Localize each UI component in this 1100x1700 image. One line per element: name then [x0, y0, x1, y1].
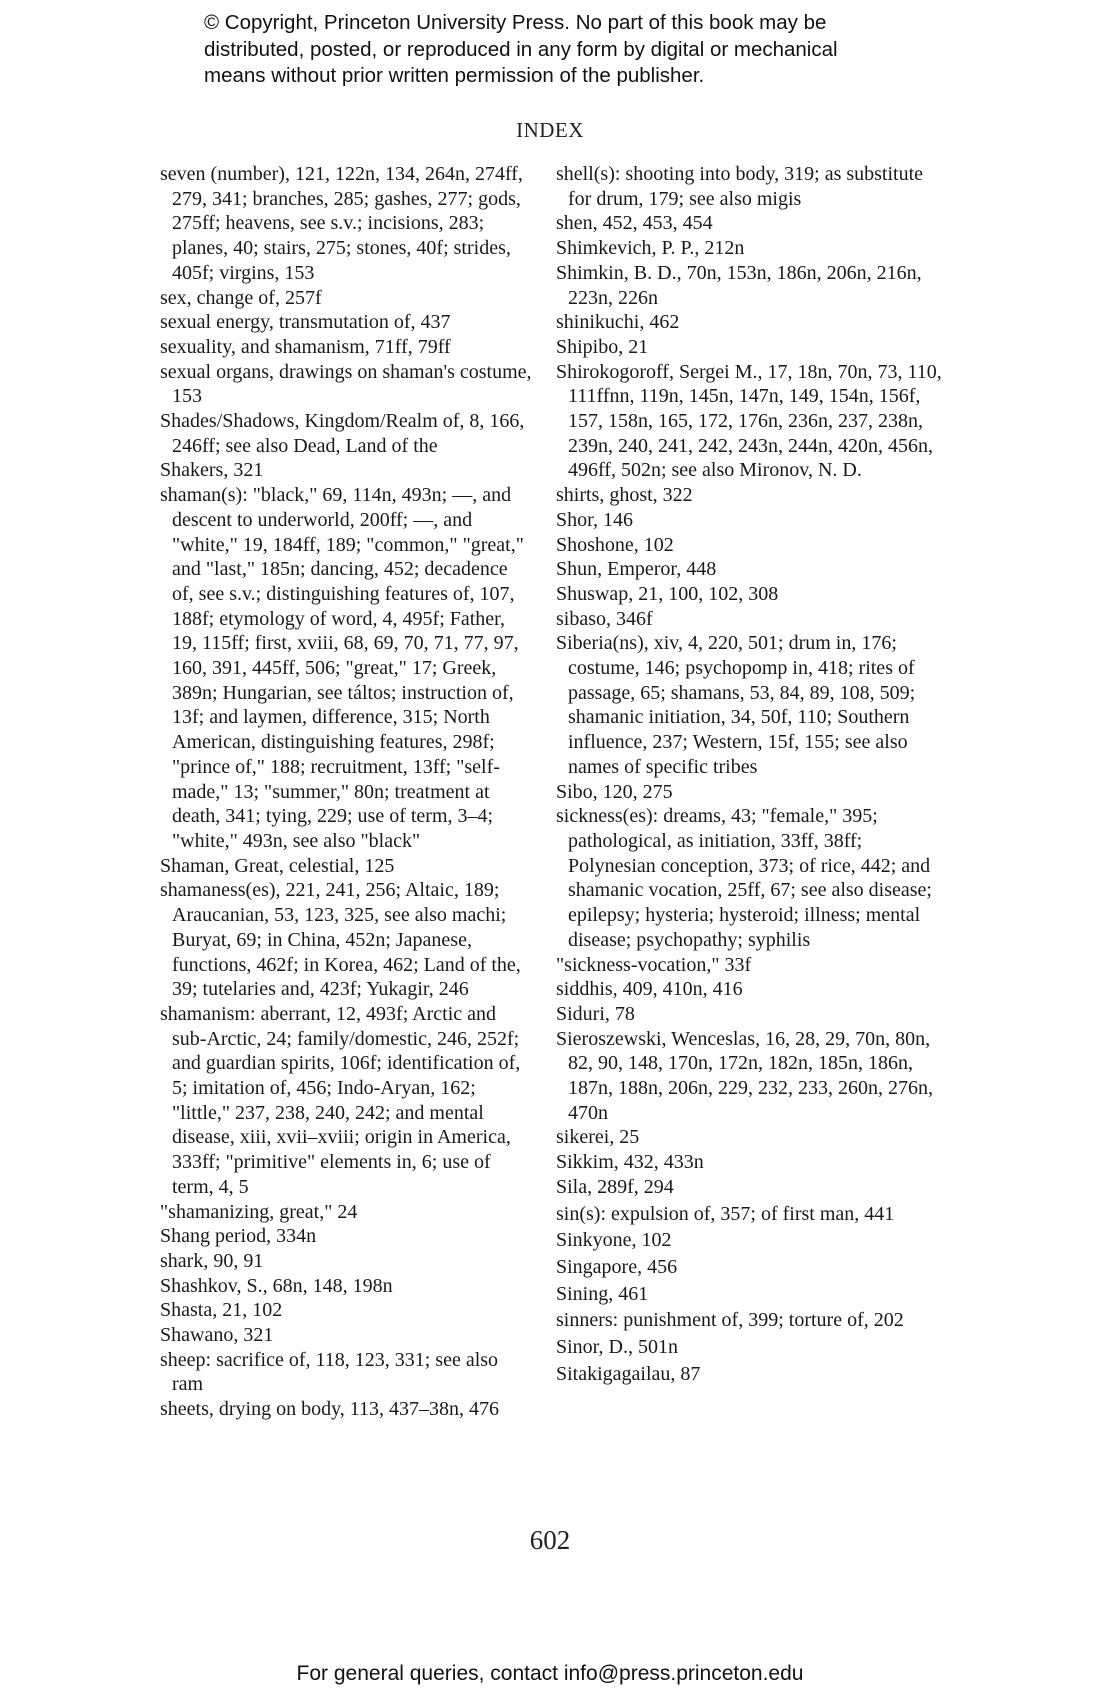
index-entry: Shirokogoroff, Sergei M., 17, 18n, 70n, 73, 110, 111ffnn, 119n, 145n, 147n, 149, 154n, 156f, 157, 158n, 165, 172, 176n, 236n, 237, 238n, 239n, 240, 241, 242, 243n, 244n, 420n, 456n, 496ff, 502n; see also Mironov, N. D.: [556, 360, 942, 482]
index-entry: Sikkim, 432, 433n: [556, 1151, 704, 1174]
running-head: INDEX: [516, 118, 584, 142]
index-entry: sibaso, 346f: [556, 607, 653, 630]
index-entry: Sinkyone, 102: [556, 1229, 672, 1252]
index-entry: Shakers, 321: [160, 459, 264, 482]
index-entry: Shashkov, S., 68n, 148, 198n: [160, 1274, 393, 1297]
index-entry: shamanism: aberrant, 12, 493f; Arctic and sub-Arctic, 24; family/domestic, 246, 252f; and guardian spirits, 106f; identification of, 5; imitation of, 456; Indo-Aryan, 162; "little," 237, 238, 240, 242; and mental disease, xiii, xvii–xviii; origin in America, 333ff; "primitive" elements in, 6; use of term, 4, 5: [160, 1002, 521, 1198]
index-entry: sheets, drying on body, 113, 437–38n, 476: [160, 1398, 500, 1421]
copyright-line: © Copyright, Princeton University Press. No part of this book may be: [204, 11, 827, 34]
index-entry: Shor, 146: [556, 508, 633, 531]
copyright-line: distributed, posted, or reproduced in any form by digital or mechanical: [204, 37, 838, 61]
index-entry: Sitakigagailau, 87: [556, 1362, 701, 1385]
index-entry: Sibo, 120, 275: [556, 780, 673, 803]
contact-footer: For general queries, contact info@press.princeton.edu: [296, 1662, 804, 1685]
index-entry: Shimkevich, P. P., 212n: [556, 237, 745, 260]
copyright-notice: [204, 10, 964, 90]
index-entry: shinikuchi, 462: [556, 311, 680, 334]
copyright-line: means without prior written permission of the publisher.: [204, 64, 705, 87]
index-column-left: [160, 162, 532, 1422]
index-entry: seven (number), 121, 122n, 134, 264n, 274ff, 279, 341; branches, 285; gashes, 277; gods, 275ff; heavens, see s.v.; incisions, 283; planes, 40; stairs, 275; stones, 40f; strides, 405f; virgins, 153: [160, 163, 523, 284]
index-entry: sinners: punishment of, 399; torture of, 202: [556, 1309, 904, 1332]
page-number: 602: [529, 1525, 571, 1555]
index-entry: sexual organs, drawings on shaman's costume, 153: [160, 360, 532, 408]
index-entry: Shang period, 334n: [160, 1225, 317, 1248]
index-entry: "shamanizing, great," 24: [160, 1200, 358, 1223]
index-entry: Siduri, 78: [556, 1002, 635, 1025]
index-entry: sikerei, 25: [556, 1126, 640, 1149]
index-entry: Shimkin, B. D., 70n, 153n, 186n, 206n, 216n, 223n, 226n: [556, 261, 922, 309]
index-entry: shen, 452, 453, 454: [556, 212, 713, 235]
index-entry: Siberia(ns), xiv, 4, 220, 501; drum in, 176; costume, 146; psychopomp in, 418; rites of passage, 65; shamans, 53, 84, 89, 108, 509; shamanic initiation, 34, 50f, 110; Southern influence, 237; Western, 15f, 155; see also names of specific tribes: [556, 632, 916, 778]
index-entry: Shawano, 321: [160, 1324, 274, 1347]
index-entry: shell(s): shooting into body, 319; as substitute for drum, 179; see also migis: [556, 163, 924, 210]
index-entry: Shoshone, 102: [556, 533, 674, 556]
index-entry: Sila, 289f, 294: [556, 1175, 674, 1198]
index-entry: shamaness(es), 221, 241, 256; Altaic, 189; Araucanian, 53, 123, 325, see also machi; Buryat, 69; in China, 452n; Japanese, functions, 462f; in Korea, 462; Land of the, 39; tutelaries and, 423f; Yukagir, 246: [160, 879, 521, 1001]
index-entry: sin(s): expulsion of, 357; of first man, 441: [556, 1202, 895, 1225]
index-entry: shark, 90, 91: [160, 1249, 264, 1272]
index-entry: Sieroszewski, Wenceslas, 16, 28, 29, 70n, 80n, 82, 90, 148, 170n, 172n, 182n, 185n, 186n, 187n, 188n, 206n, 229, 232, 233, 260n, 276n, 470n: [556, 1027, 933, 1124]
index-entry: Shaman, Great, celestial, 125: [160, 854, 395, 877]
index-entry: Shuswap, 21, 100, 102, 308: [556, 582, 779, 605]
index-entry: sheep: sacrifice of, 118, 123, 331; see also ram: [160, 1348, 499, 1396]
index-column-right: [556, 162, 950, 1386]
index-entry: Sinor, D., 501n: [556, 1336, 678, 1359]
index-entry: Shades/Shadows, Kingdom/Realm of, 8, 166, 246ff; see also Dead, Land of the: [160, 410, 525, 457]
index-entry: "sickness-vocation," 33f: [556, 953, 752, 976]
index-entry: sexuality, and shamanism, 71ff, 79ff: [160, 335, 451, 358]
index-entry: Shasta, 21, 102: [160, 1299, 283, 1322]
index-entry: sexual energy, transmutation of, 437: [160, 311, 451, 334]
index-entry: Sining, 461: [556, 1282, 649, 1305]
index-entry: Singapore, 456: [556, 1255, 678, 1278]
index-entry: Shipibo, 21: [556, 335, 649, 358]
index-entry: shaman(s): "black," 69, 114n, 493n; —, and descent to underworld, 200ff; —, and "white," 19, 184ff, 189; "common," "great," and "last," 185n; dancing, 452; decadence of, see s.v.; distinguishing features of, 107, 188f; etymology of word, 4, 495f; Father, 19, 115ff; first, xviii, 68, 69, 70, 71, 77, 97, 160, 391, 445ff, 506; "great," 17; Greek, 389n; Hungarian, see táltos; instruction of, 13f; and laymen, difference, 315; North American, distinguishing features, 298f; "prince of," 188; recruitment, 13ff; "self-made," 13; "summer," 80n; treatment at death, 341; tying, 229; use of term, 3–4; "white," 493n, see also "black": [160, 484, 524, 852]
index-entry: sickness(es): dreams, 43; "female," 395; pathological, as initiation, 33ff, 38ff; Polynesian conception, 373; of rice, 442; and shamanic vocation, 25ff, 67; see also disease; epilepsy; hysteria; hysteroid; illness; mental disease; psychopathy; syphilis: [556, 805, 932, 951]
index-entry: sex, change of, 257f: [160, 286, 322, 309]
index-entry: siddhis, 409, 410n, 416: [556, 978, 743, 1001]
index-entry: shirts, ghost, 322: [556, 484, 693, 507]
index-entry: Shun, Emperor, 448: [556, 558, 717, 581]
